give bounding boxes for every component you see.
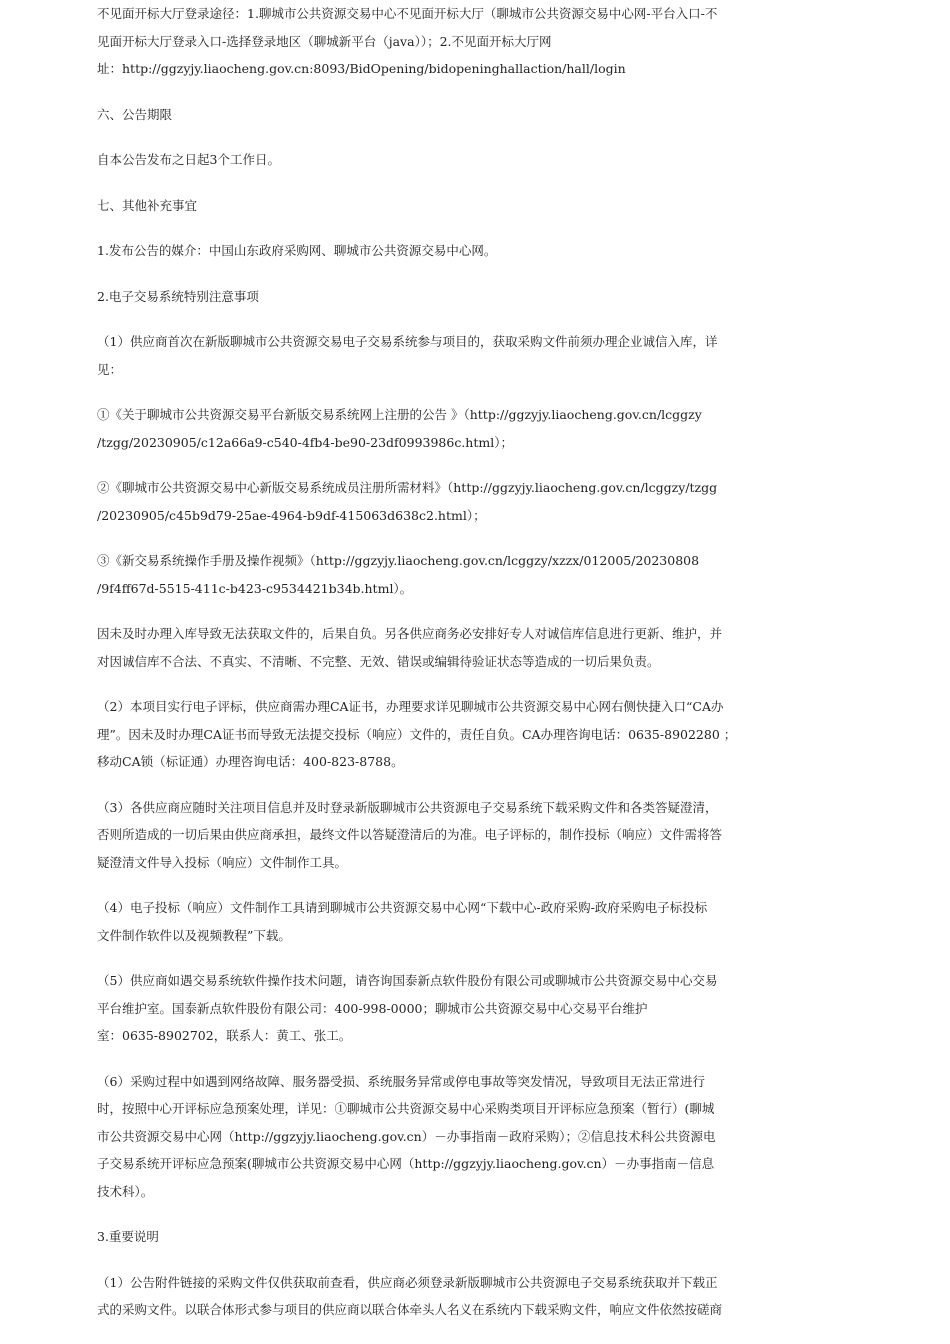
text-line: /tzgg/20230905/c12a66a9-c540-4fb4-be90-23df0993986c.html）；: [97, 434, 513, 450]
paragraph: [97, 967, 777, 1050]
text-line: 否则所造成的一切后果由供应商承担，最终文件以答疑澄清后的为准。电子评标的，制作投标（响应）文件需将答: [97, 827, 723, 842]
paragraph: [97, 0, 777, 83]
paragraph: [97, 794, 777, 877]
text-line: 子交易系统开评标应急预案(聊城市公共资源交易中心网（http://ggzyjy.liaocheng.gov.cn）－办事指南－信息: [97, 1156, 715, 1171]
text-line: 移动CA锁（标证通）办理咨询电话：400-823-8788。: [97, 754, 404, 769]
text-line: （3）各供应商应随时关注项目信息并及时登录新版聊城市公共资源电子交易系统下载采购文件和各类答疑澄清，: [97, 799, 718, 815]
paragraph: [97, 237, 777, 265]
paragraph: [97, 620, 777, 675]
text-line: 文件制作软件以及视频教程”下载。: [97, 927, 291, 943]
text-line: 七、其他补充事宜: [97, 197, 198, 213]
paragraph: [97, 474, 777, 529]
section-heading: [97, 101, 777, 129]
text-line: ①《关于聊城市公共资源交易平台新版交易系统网上注册的公告 》（http://ggzyjy.liaocheng.gov.cn/lcggzy: [97, 407, 702, 422]
paragraph: [97, 693, 777, 776]
text-line: 3.重要说明: [97, 1229, 159, 1244]
text-line: 不见面开标大厅登录途径：1.聊城市公共资源交易中心不见面开标大厅（聊城市公共资源交易中心网-平台入口-不: [97, 6, 718, 21]
text-line: ②《聊城市公共资源交易中心新版交易系统成员注册所需材料》（http://ggzyjy.liaocheng.gov.cn/lcggzy/tzgg: [97, 480, 718, 495]
text-line: 1.发布公告的媒介：中国山东政府采购网、聊城市公共资源交易中心网。: [97, 243, 497, 258]
paragraph: [97, 1223, 777, 1251]
paragraph: [97, 894, 777, 949]
paragraph: [97, 146, 777, 174]
text-line: （5）供应商如遇交易系统软件操作技术问题，请咨询国泰新点软件股份有限公司或聊城市公共资源交易中心交易: [97, 973, 718, 988]
text-line: （1）公告附件链接的采购文件仅供获取前查看，供应商必须登录新版聊城市公共资源电子交易系统获取并下载正: [97, 1274, 718, 1290]
text-line: 见面开标大厅登录入口-选择登录地区（聊城新平台（java））；2.不见面开标大厅网: [97, 33, 552, 49]
paragraph: [97, 401, 777, 456]
text-line: 见：: [97, 361, 123, 377]
text-line: 对因诚信库不合法、不真实、不清晰、不完整、无效、错误或编辑待验证状态等造成的一切后果负责。: [97, 653, 660, 669]
text-line: （4）电子投标（响应）文件制作工具请到聊城市公共资源交易中心网“下载中心-政府采购-政府采购电子标投标: [97, 900, 708, 915]
paragraph: [97, 283, 777, 311]
text-line: 市公共资源交易中心网（http://ggzyjy.liaocheng.gov.cn）－办事指南－政府采购）；②信息技术科公共资源电: [97, 1128, 716, 1144]
paragraph: [97, 1269, 777, 1324]
text-line: 平台维护室。国泰新点软件股份有限公司：400-998-0000；聊城市公共资源交易中心交易平台维护: [97, 1000, 648, 1016]
text-line: 技术科）。: [97, 1183, 154, 1199]
announcement-document: [97, 0, 777, 1342]
text-line: （2）本项目实行电子评标，供应商需办理CA证书，办理要求详见聊城市公共资源交易中心网右侧快捷入口“CA办: [97, 699, 724, 714]
text-line: 六、公告期限: [97, 106, 173, 122]
text-line: （1）供应商首次在新版聊城市公共资源交易电子交易系统参与项目的，获取采购文件前须办理企业诚信入库，详: [97, 334, 718, 349]
text-line: /9f4ff67d-5515-411c-b423-c9534421b34b.html）。: [97, 580, 413, 596]
paragraph: [97, 1068, 777, 1206]
text-line: 时，按照中心开评标应急预案处理，详见：①聊城市公共资源交易中心采购类项目开评标应急预案（暂行）(聊城: [97, 1101, 715, 1116]
text-line: 因未及时办理入库导致无法获取文件的，后果自负。另各供应商务必安排好专人对诚信库信息进行更新、维护，并: [97, 626, 723, 641]
text-line: 室：0635-8902702，联系人：黄工、张工。: [97, 1028, 352, 1043]
text-line: ③《新交易系统操作手册及操作视频》（http://ggzyjy.liaocheng.gov.cn/lcggzy/xzzx/012005/20230808: [97, 553, 700, 568]
text-line: 自本公告发布之日起3个工作日。: [97, 152, 280, 167]
text-line: 址：http://ggzyjy.liaocheng.gov.cn:8093/BidOpening/bidopeninghallaction/hall/login: [97, 61, 626, 76]
text-line: 式的采购文件。以联合体形式参与项目的供应商以联合体牵头人名义在系统内下载采购文件，响应文件依然按磋商: [97, 1302, 723, 1317]
text-line: 2.电子交易系统特别注意事项: [97, 288, 259, 304]
paragraph: [97, 547, 777, 602]
text-line: /20230905/c45b9d79-25ae-4964-b9df-415063d638c2.html）；: [97, 507, 486, 523]
text-line: 理”。因未及时办理CA证书而导致无法提交投标（响应）文件的，责任自负。CA办理咨询电话：0635-8902280 ；: [97, 726, 737, 742]
text-line: （6）采购过程中如遇到网络故障、服务器受损、系统服务异常或停电事故等突发情况，导致项目无法正常进行: [97, 1073, 705, 1089]
text-line: 疑澄清文件导入投标（响应）文件制作工具。: [97, 854, 348, 870]
section-heading: [97, 192, 777, 220]
paragraph: [97, 328, 777, 383]
